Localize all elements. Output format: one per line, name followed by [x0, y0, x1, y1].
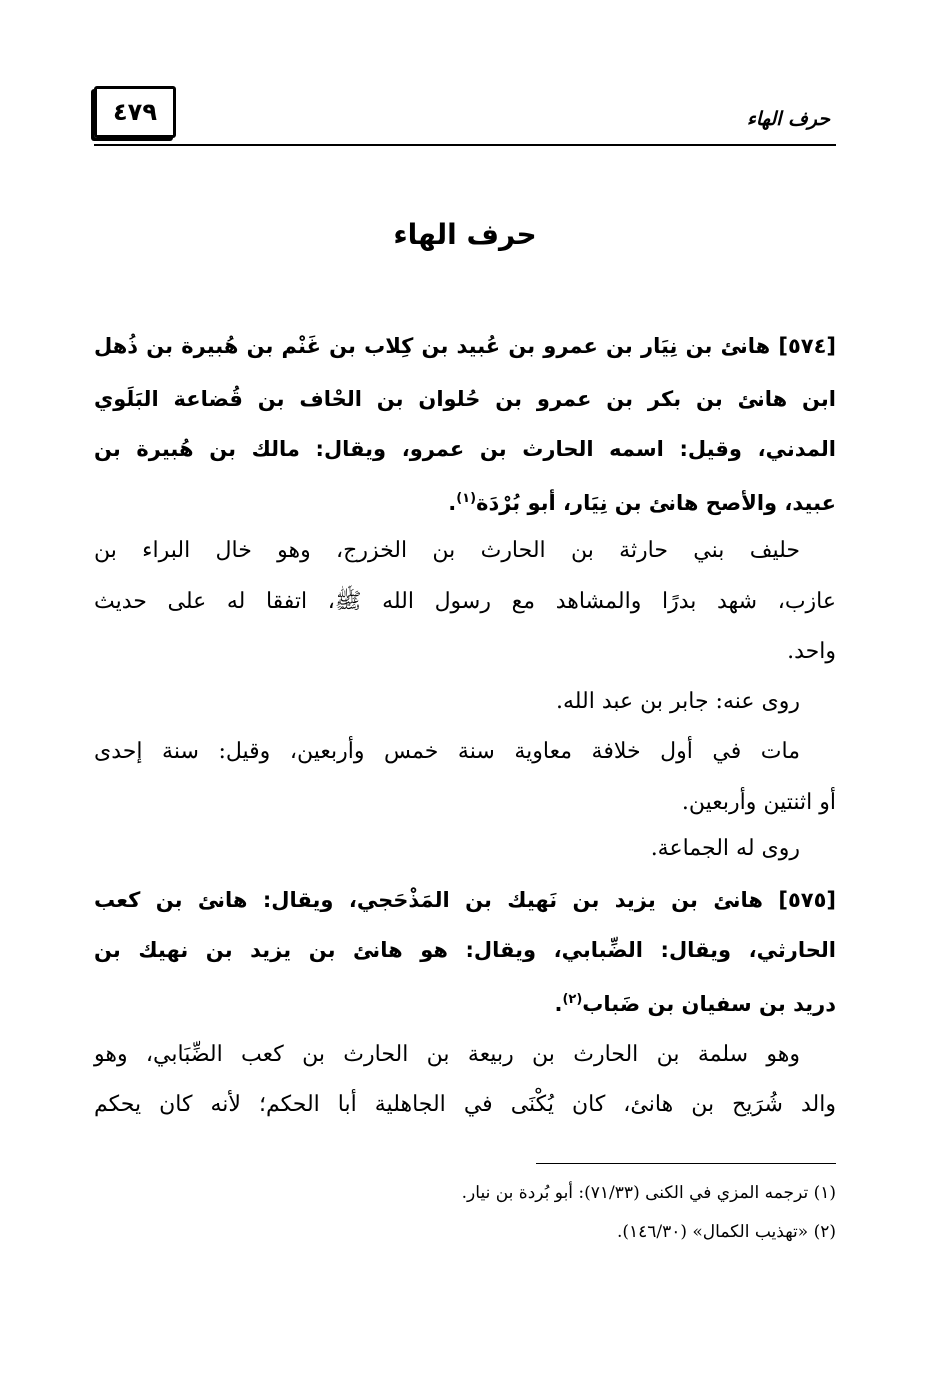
entry-574-line-2: ابن هانئ بن بكر بن عمرو بن حُلوان بن الحْاف بن قُضاعة البَلَوي — [94, 387, 836, 411]
entry-575-line-3 — [94, 985, 836, 1019]
entry-575-line-3-end: . — [554, 992, 563, 1016]
entry-574-line-4 — [94, 484, 836, 518]
entry-574-line-3: المدني، وقيل: اسمه الحارث بن عمرو، ويقال: مالك بن هُبيرة بن — [94, 437, 836, 461]
para-574-line-1: حليف بني حارثة بن الحارث بن الخزرج، وهو خال البراء بن — [94, 538, 800, 563]
entry-574-line-1: [٥٧٤] هانئ بن نِيَار بن عمرو بن عُبيد بن كِلاب بن غَنْم بن هُبيرة بن ذُهل — [94, 334, 836, 358]
footnote-2: (٢) «تهذيب الكمال» (١٤٦/٣٠). — [616, 1222, 836, 1242]
page-number-box — [94, 86, 176, 138]
footnote-1: (١) ترجمه المزي في الكنى (٧١/٣٣): أبو بُردة بن نيار. — [461, 1183, 836, 1203]
entry-574-line-4-end: . — [448, 491, 457, 515]
para-574-line-6: أو اثنتين وأربعين. — [681, 790, 836, 815]
footnote-separator — [536, 1163, 836, 1164]
running-header-title: حرف الهاء — [746, 108, 830, 130]
footnote-ref-1: (١) — [456, 491, 477, 506]
para-574-line-7: روى له الجماعة. — [650, 836, 800, 861]
entry-575-line-3-text: دريد بن سفيان بن ضَباب — [582, 992, 836, 1016]
section-title: حرف الهاء — [393, 218, 537, 251]
header-rule — [94, 144, 836, 146]
entry-575-line-2: الحارثي، ويقال: الضِّبابي، ويقال: هو هانئ بن يزيد بن نهيك بن — [94, 938, 836, 962]
entry-574-line-4-text: عبيد، والأصح هانئ بن نِيَار، أبو بُرْدَة — [476, 491, 836, 515]
para-574-line-3: واحد. — [787, 639, 836, 664]
para-574-line-4: روى عنه: جابر بن عبد الله. — [555, 689, 800, 714]
entry-575-line-1: [٥٧٥] هانئ بن يزيد بن نَهيك بن المَذْحَجي، ويقال: هانئ بن كعب — [94, 888, 836, 912]
footnote-ref-2: (٢) — [562, 992, 583, 1007]
para-575-line-1: وهو سلمة بن الحارث بن ربيعة بن الحارث بن كعب الضِّبَابي، وهو — [94, 1042, 800, 1067]
para-574-line-5: مات في أول خلافة معاوية سنة خمس وأربعين، وقيل: سنة إحدى — [94, 739, 800, 764]
page-number: ٤٧٩ — [113, 98, 157, 126]
para-575-line-2: والد شُرَيح بن هانئ، كان يُكْنَى في الجاهلية أبا الحكم؛ لأنه كان يحكم — [94, 1092, 836, 1117]
para-574-line-2: عازب، شهد بدرًا والمشاهد مع رسول الله ﷺ، اتفقا له على حديث — [94, 589, 836, 614]
